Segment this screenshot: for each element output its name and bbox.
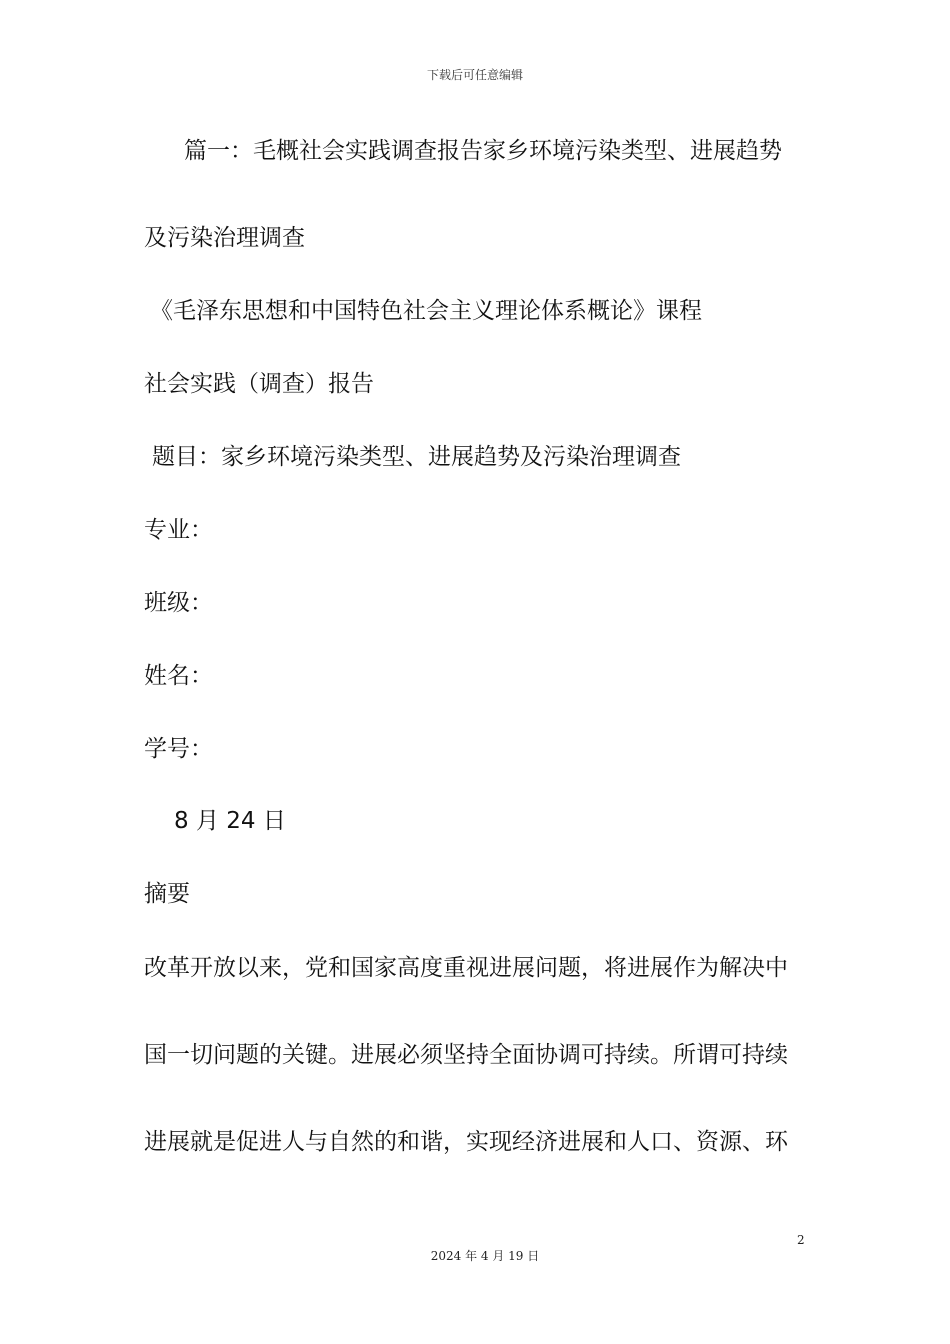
- field-name: 姓名：: [144, 663, 213, 689]
- course-line: 《毛泽东思想和中国特色社会主义理论体系概论》课程: [150, 298, 702, 324]
- report-date: 8 月 24 日: [174, 808, 286, 834]
- field-major: 专业：: [144, 517, 213, 543]
- field-student-id: 学号：: [144, 736, 213, 762]
- report-type: 社会实践（调查）报告: [144, 371, 374, 397]
- document-title-line-1: 篇一：毛概社会实践调查报告家乡环境污染类型、进展趋势: [184, 138, 782, 164]
- abstract-heading: 摘要: [144, 881, 190, 907]
- report-topic: 题目：家乡环境污染类型、进展趋势及污染治理调查: [152, 444, 681, 470]
- page-number: 2: [797, 1233, 805, 1247]
- abstract-line: 改革开放以来，党和国家高度重视进展问题，将进展作为解决中: [144, 955, 788, 981]
- abstract-line: 进展就是促进人与自然的和谐，实现经济进展和人口、资源、环: [144, 1129, 788, 1155]
- field-class: 班级：: [144, 590, 213, 616]
- footer-date: 2024 年 4 月 19 日: [430, 1249, 540, 1263]
- header-note: 下载后可任意编辑: [426, 68, 523, 82]
- document-title-line-2: 及污染治理调查: [144, 225, 305, 251]
- abstract-line: 国一切问题的关键。进展必须坚持全面协调可持续。所谓可持续: [144, 1042, 788, 1068]
